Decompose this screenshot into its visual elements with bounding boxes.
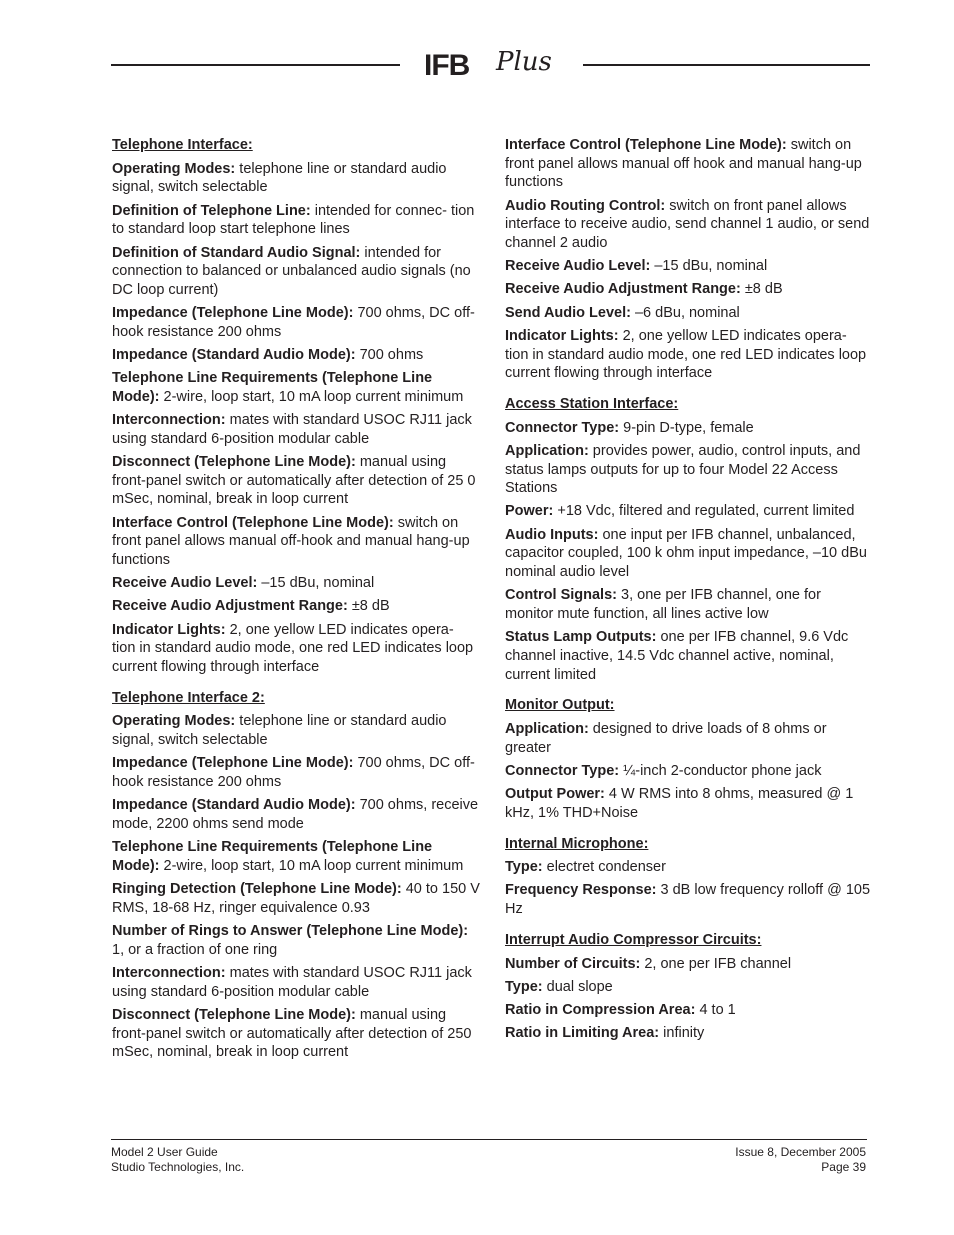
spec-value: +18 Vdc, filtered and regulated, current limited: [553, 503, 855, 520]
spec-item: [112, 369, 480, 406]
footer-guide-name: Model 2 User Guide: [111, 1145, 218, 1159]
spec-value: ±8 dB: [347, 598, 390, 615]
spec-value: –15 dBu, nominal: [650, 258, 768, 275]
spec-value: ¼-inch 2-conductor phone jack: [619, 762, 822, 779]
spec-item: [505, 442, 871, 498]
spec-label: Interconnection:: [112, 412, 226, 429]
spec-item: [505, 1001, 871, 1020]
spec-item: [112, 202, 480, 239]
spec-item: [112, 574, 480, 593]
spec-item: [505, 978, 871, 997]
spec-item: [505, 881, 871, 918]
spec-label: Send Audio Level:: [505, 304, 631, 321]
spec-label: Receive Audio Adjustment Range:: [505, 281, 741, 298]
spec-item: [112, 411, 480, 448]
spec-item: [112, 453, 480, 509]
spec-label: Output Power:: [505, 786, 605, 803]
spec-value: switch on front panel allows interface to receive audio, send channel 1 audio, or send channel 2 audio: [505, 197, 870, 252]
spec-label: Ratio in Compression Area:: [505, 1001, 696, 1018]
footer-company: Studio Technologies, Inc.: [111, 1159, 245, 1174]
spec-label: Interface Control (Telephone Line Mode):: [505, 137, 787, 153]
spec-label: Receive Audio Level:: [112, 575, 258, 592]
section-heading: Internal Microphone:: [505, 835, 649, 852]
logo-main-text: IFB: [424, 49, 470, 82]
spec-label: Receive Audio Adjustment Range:: [112, 598, 348, 615]
spec-value: mates with standard USOC RJ11 jack using standard 6-position modular cable: [112, 964, 472, 1000]
spec-value: 2, one yellow LED indicates opera- tion in standard audio mode, one red LED indicates loop current flowing through interface: [112, 621, 474, 676]
spec-label: Connector Type:: [505, 419, 620, 436]
right-column: [505, 136, 871, 1047]
spec-value: –15 dBu, nominal: [257, 575, 375, 592]
spec-item: [112, 838, 480, 875]
section-heading: Telephone Interface:: [112, 137, 253, 153]
section-heading: Monitor Output:: [505, 697, 615, 714]
spec-item: [505, 197, 871, 253]
spec-value: telephone line or standard audio signal, switch selectable: [112, 160, 447, 196]
ifb-plus-logo: [422, 40, 562, 86]
spec-value: 700 ohms, receive mode, 2200 ohms send mode: [112, 797, 479, 832]
footer-page-number: Page 39: [821, 1159, 866, 1174]
spec-label: Impedance (Standard Audio Mode):: [112, 347, 356, 364]
spec-value: intended for connec- tion to standard loop start telephone lines: [112, 202, 475, 238]
header-rule-left: [111, 64, 400, 66]
spec-label: Application:: [505, 720, 589, 737]
spec-label: Definition of Standard Audio Signal:: [112, 244, 361, 261]
spec-label: Telephone Line Requirements (Telephone Line Mode):: [112, 370, 433, 405]
spec-item: [505, 280, 871, 299]
spec-item: [505, 1024, 871, 1043]
spec-value: –6 dBu, nominal: [630, 304, 740, 321]
spec-item: [505, 586, 871, 623]
spec-value: electret condenser: [542, 859, 666, 876]
spec-value: 4 W RMS into 8 ohms, measured @ 1 kHz, 1% THD+Noise: [505, 786, 854, 821]
spec-item: [505, 136, 871, 192]
spec-item: [505, 526, 871, 582]
spec-item: [505, 762, 871, 781]
spec-value: provides power, audio, control inputs, and status lamps outputs for up to four Model 22 Access Stations: [505, 442, 861, 497]
spec-value: mates with standard USOC RJ11 jack using standard 6-position modular cable: [112, 412, 472, 447]
spec-value: 2, one per IFB channel: [640, 955, 792, 972]
spec-label: Frequency Response:: [505, 882, 657, 899]
spec-item: [112, 597, 480, 616]
spec-value: 40 to 150 V RMS, 18-68 Hz, ringer equivalence 0.93: [112, 881, 480, 916]
spec-label: Interconnection:: [112, 964, 226, 981]
logo-script-text: Plus: [496, 47, 552, 77]
section-heading: Access Station Interface:: [505, 395, 679, 412]
spec-label: Audio Routing Control:: [505, 197, 666, 214]
spec-value: 3 dB low frequency rolloff @ 105 Hz: [505, 882, 871, 918]
spec-value: 9-pin D-type, female: [619, 419, 754, 436]
spec-value: ±8 dB: [740, 281, 783, 298]
spec-value: manual using front-panel switch or automatically after detection of 250 mSec, nominal, break in loop current: [112, 1006, 472, 1061]
spec-label: Ratio in Limiting Area:: [505, 1025, 660, 1042]
spec-value: switch on front panel allows manual off-hook and manual hang-up functions: [112, 514, 470, 569]
spec-item: [112, 1006, 480, 1062]
spec-value: 700 ohms, DC off-hook resistance 200 ohms: [112, 755, 475, 791]
spec-item: [112, 922, 480, 959]
section-heading: Telephone Interface 2:: [112, 689, 265, 706]
spec-item: [112, 796, 480, 833]
spec-value: 700 ohms: [355, 347, 424, 364]
spec-item: [505, 257, 871, 276]
spec-item: [505, 628, 871, 684]
spec-label: Operating Modes:: [112, 160, 236, 177]
spec-label: Ringing Detection (Telephone Line Mode):: [112, 881, 402, 898]
spec-item: [505, 785, 871, 822]
left-column: [112, 136, 480, 1066]
spec-label: Power:: [505, 503, 554, 520]
spec-item: [112, 160, 480, 197]
section-heading: Interrupt Audio Compressor Circuits:: [505, 931, 762, 948]
spec-item: [505, 858, 871, 877]
spec-label: Receive Audio Level:: [505, 258, 651, 275]
spec-label: Operating Modes:: [112, 713, 236, 730]
spec-label: Status Lamp Outputs:: [505, 629, 657, 646]
spec-item: [505, 955, 871, 974]
spec-label: Interface Control (Telephone Line Mode):: [112, 514, 394, 531]
spec-label: Telephone Line Requirements (Telephone Line Mode):: [112, 839, 433, 874]
spec-item: [112, 964, 480, 1001]
spec-item: [505, 327, 871, 383]
spec-value: intended for connection to balanced or unbalanced audio signals (no DC loop current): [112, 244, 471, 298]
spec-label: Disconnect (Telephone Line Mode):: [112, 454, 356, 471]
spec-value: 2-wire, loop start, 10 mA loop current minimum: [159, 388, 464, 405]
spec-label: Impedance (Standard Audio Mode):: [112, 797, 356, 814]
footer-issue: Issue 8, December 2005: [735, 1145, 866, 1159]
spec-value: dual slope: [542, 978, 613, 995]
footer-rule: [111, 1139, 867, 1140]
spec-item: [112, 880, 480, 917]
footer-right: [735, 1145, 866, 1174]
spec-value: manual using front-panel switch or automatically after detection of 25 0 mSec, nominal, break in loop current: [112, 454, 476, 508]
spec-label: Number of Rings to Answer (Telephone Line Mode):: [112, 923, 469, 940]
spec-item: [112, 621, 480, 677]
spec-value: infinity: [659, 1025, 705, 1042]
spec-value: switch on front panel allows manual off hook and manual hang-up functions: [505, 137, 862, 191]
spec-value: 2, one yellow LED indicates opera- tion in standard audio mode, one red LED indicates loop current flowing through interface: [505, 327, 867, 382]
spec-label: Type:: [505, 978, 543, 995]
spec-label: Audio Inputs:: [505, 526, 599, 543]
spec-label: Number of Circuits:: [505, 955, 641, 972]
spec-value: 1, or a fraction of one ring: [112, 941, 278, 958]
spec-value: 700 ohms, DC off-hook resistance 200 ohms: [112, 305, 475, 340]
spec-item: [112, 304, 480, 341]
spec-item: [112, 244, 480, 300]
spec-value: 4 to 1: [695, 1001, 736, 1018]
spec-item: [505, 304, 871, 323]
spec-label: Impedance (Telephone Line Mode):: [112, 755, 354, 772]
spec-value: 3, one per IFB channel, one for monitor mute function, all lines active low: [505, 587, 821, 622]
spec-value: one input per IFB channel, unbalanced, capacitor coupled, 100 k ohm input impedance, –10 dBu nominal audio level: [505, 526, 867, 581]
spec-item: [112, 754, 480, 791]
spec-value: one per IFB channel, 9.6 Vdc channel inactive, 14.5 Vdc channel active, nominal, current limited: [505, 629, 849, 683]
spec-value: telephone line or standard audio signal, switch selectable: [112, 713, 447, 749]
spec-item: [505, 419, 871, 438]
spec-item: [112, 346, 480, 365]
footer-left: [111, 1145, 244, 1174]
spec-item: [505, 502, 871, 521]
spec-item: [112, 712, 480, 749]
spec-label: Indicator Lights:: [505, 327, 619, 344]
spec-value: 2-wire, loop start, 10 mA loop current minimum: [159, 857, 464, 874]
spec-label: Definition of Telephone Line:: [112, 202, 311, 219]
spec-value: designed to drive loads of 8 ohms or greater: [505, 720, 827, 756]
spec-label: Disconnect (Telephone Line Mode):: [112, 1006, 356, 1023]
spec-label: Control Signals:: [505, 587, 617, 604]
spec-item: [112, 514, 480, 570]
spec-item: [505, 720, 871, 757]
spec-label: Indicator Lights:: [112, 621, 226, 638]
spec-label: Type:: [505, 859, 543, 876]
spec-label: Connector Type:: [505, 762, 620, 779]
spec-label: Application:: [505, 442, 589, 459]
header-rule-right: [583, 64, 870, 66]
spec-label: Impedance (Telephone Line Mode):: [112, 305, 354, 322]
